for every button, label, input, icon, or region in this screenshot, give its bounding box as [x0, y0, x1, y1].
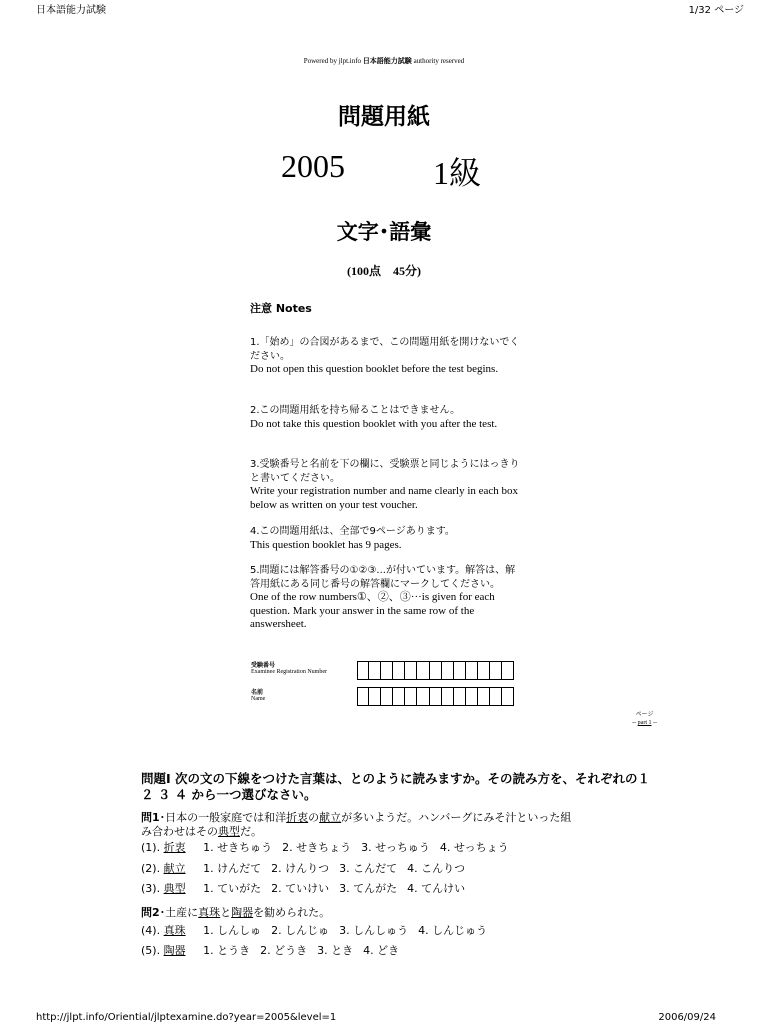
- note-jp: 1.「始め」の合図があるまで、この問題用紙を開けないでください。: [250, 337, 520, 362]
- label-jp: 名前: [251, 689, 264, 696]
- name-box[interactable]: [357, 687, 369, 706]
- digit-box[interactable]: [466, 661, 478, 680]
- option[interactable]: 3. とき: [317, 944, 354, 957]
- page-ref-bottom: [632, 719, 657, 727]
- note-jp: 4.この問題用紙は、全部で9ページあります。: [250, 526, 455, 537]
- q-text: が多いようだ。ハンバーグにみそ汁といった組: [341, 811, 572, 824]
- digit-box[interactable]: [442, 661, 454, 680]
- underlined-word: 献立: [319, 811, 342, 824]
- name-box[interactable]: [381, 687, 393, 706]
- label-en: Examinee Registration Number: [251, 669, 327, 675]
- option[interactable]: 2. しんじゅ: [271, 924, 330, 937]
- registration-number-label: [251, 662, 327, 676]
- page-ref-link[interactable]: part 1: [637, 720, 652, 726]
- item-number: (3).: [141, 882, 161, 895]
- name-box[interactable]: [393, 687, 405, 706]
- option[interactable]: 2. どうき: [260, 944, 308, 957]
- note-en: This question booklet has 9 pages.: [250, 538, 402, 551]
- question-2-label: 問2: [141, 906, 160, 919]
- q-text: を勧められた。: [253, 906, 331, 919]
- option[interactable]: 1. とうき: [203, 944, 251, 957]
- note-jp: 2.この問題用紙を持ち帰ることはできません。: [250, 405, 461, 416]
- item-word: 折衷: [163, 841, 186, 854]
- page-ref-top: ページ: [635, 711, 654, 718]
- note-item-3: [250, 458, 522, 512]
- answer-row-2: [141, 860, 465, 876]
- name-box[interactable]: [417, 687, 429, 706]
- item-number: (2).: [141, 862, 161, 875]
- powered-suffix: authority reserved: [413, 57, 465, 65]
- name-box[interactable]: [454, 687, 466, 706]
- answer-row-4: [141, 922, 487, 938]
- exam-level: 1級: [433, 155, 482, 191]
- digit-box[interactable]: [357, 661, 369, 680]
- digit-box[interactable]: [490, 661, 502, 680]
- option[interactable]: 2. せきちょう: [282, 841, 352, 854]
- question-1-text-line2: [141, 823, 262, 839]
- option[interactable]: 3. こんだて: [339, 862, 398, 875]
- option[interactable]: 1. しんしゅ: [203, 924, 262, 937]
- page-ref-suffix: --: [651, 720, 657, 726]
- note-item-4: [250, 525, 522, 552]
- digit-box[interactable]: [417, 661, 429, 680]
- q-text: と: [220, 906, 232, 919]
- name-label: [251, 689, 265, 703]
- option[interactable]: 4. こんりつ: [407, 862, 466, 875]
- note-item-5: [250, 564, 522, 632]
- name-boxes[interactable]: [357, 687, 514, 706]
- powered-brand: 日本語能力試験: [362, 57, 412, 65]
- q-text: だ。: [240, 825, 262, 838]
- exam-year: 2005: [281, 148, 345, 184]
- name-box[interactable]: [405, 687, 417, 706]
- digit-box[interactable]: [381, 661, 393, 680]
- label-jp: 受験番号: [251, 662, 276, 669]
- q-text: み合わせはその: [141, 825, 218, 838]
- item-number: (5).: [141, 944, 161, 957]
- option[interactable]: 3. しんしゅう: [339, 924, 409, 937]
- print-header-title: 日本語能力試験: [36, 5, 106, 16]
- option[interactable]: 1. せきちゅう: [203, 841, 273, 854]
- digit-box[interactable]: [502, 661, 514, 680]
- underlined-word: 陶器: [231, 906, 254, 919]
- section-instruction: 問題Ⅰ 次の文の下線をつけた言葉は、とのように読みますか。その読み方を、それぞれの１ ２ ３ ４ から一つ選びなさい。: [141, 771, 651, 802]
- name-box[interactable]: [478, 687, 490, 706]
- note-en: One of the row numbers①、②、③···is given for each question. Mark your answer in the same row of the answersheet.: [250, 591, 495, 630]
- powered-by-line: [0, 56, 768, 66]
- option[interactable]: 4. せっちょう: [439, 841, 509, 854]
- notes-heading: 注意 Notes: [250, 302, 312, 315]
- digit-box[interactable]: [430, 661, 442, 680]
- item-number: (1).: [141, 841, 161, 854]
- option[interactable]: 4. しんじゅう: [418, 924, 488, 937]
- subject-title: 文字･語彙: [336, 220, 432, 244]
- name-box[interactable]: [442, 687, 454, 706]
- option[interactable]: 4. てんけい: [407, 882, 466, 895]
- label-en: Name: [251, 696, 266, 702]
- digit-box[interactable]: [478, 661, 490, 680]
- item-word: 陶器: [163, 944, 186, 957]
- digit-box[interactable]: [405, 661, 417, 680]
- note-en: Write your registration number and name clearly in each box below as written on your test voucher.: [250, 485, 519, 511]
- page-ref-prefix: --: [632, 720, 638, 726]
- note-jp: 5.問題には解答番号の①②③...が付いています。解答は、解答用紙にある同じ番号の解答欄にマークしてください。: [250, 565, 516, 590]
- print-footer-url: http://jlpt.info/Oriential/jlptexamine.do?year=2005&level=1: [36, 1012, 337, 1023]
- item-word: 献立: [163, 862, 186, 875]
- option[interactable]: 3. てんがた: [339, 882, 398, 895]
- answer-row-5: [141, 942, 399, 958]
- score-time: (100点 45分): [347, 264, 421, 278]
- name-box[interactable]: [490, 687, 502, 706]
- question-2-text: [141, 904, 330, 920]
- name-box[interactable]: [466, 687, 478, 706]
- item-word: 真珠: [163, 924, 186, 937]
- powered-prefix: Powered by jlpt.info: [303, 57, 362, 65]
- option[interactable]: 1. ていがた: [203, 882, 262, 895]
- option[interactable]: 2. ていけい: [271, 882, 330, 895]
- q-text: ･日本の一般家庭では和洋: [159, 811, 287, 824]
- note-en: Do not open this question booklet before the test begins.: [250, 363, 499, 375]
- underlined-word: 真珠: [198, 906, 221, 919]
- underlined-word: 典型: [218, 825, 240, 838]
- print-header-page: 1/32 ページ: [688, 5, 744, 16]
- digit-box[interactable]: [393, 661, 405, 680]
- digit-box[interactable]: [454, 661, 466, 680]
- underlined-word: 折衷: [286, 811, 309, 824]
- page-reference: [632, 711, 657, 727]
- note-item-1: [250, 336, 522, 377]
- page-title: 問題用紙: [338, 104, 430, 130]
- answer-row-1: [141, 839, 509, 855]
- q-text: の: [308, 811, 320, 824]
- option[interactable]: 4. どき: [363, 944, 400, 957]
- option[interactable]: 1. けんだて: [203, 862, 262, 875]
- name-box[interactable]: [430, 687, 442, 706]
- digit-box[interactable]: [369, 661, 381, 680]
- note-en: Do not take this question booklet with you after the test.: [250, 417, 498, 430]
- option[interactable]: 3. せっちゅう: [361, 841, 430, 854]
- registration-number-boxes[interactable]: [357, 661, 514, 680]
- option[interactable]: 2. けんりつ: [271, 862, 330, 875]
- question-1-label: 問1: [141, 811, 160, 824]
- note-jp: 3.受験番号と名前を下の欄に、受験票と同じようにはっきりと書いてください。: [250, 459, 520, 484]
- note-item-2: [250, 404, 522, 431]
- q-text: ･土産に: [159, 906, 199, 919]
- item-word: 典型: [163, 882, 186, 895]
- print-footer-date: 2006/09/24: [658, 1012, 716, 1023]
- item-number: (4).: [141, 924, 161, 937]
- name-box[interactable]: [502, 687, 514, 706]
- name-box[interactable]: [369, 687, 381, 706]
- answer-row-3: [141, 880, 465, 896]
